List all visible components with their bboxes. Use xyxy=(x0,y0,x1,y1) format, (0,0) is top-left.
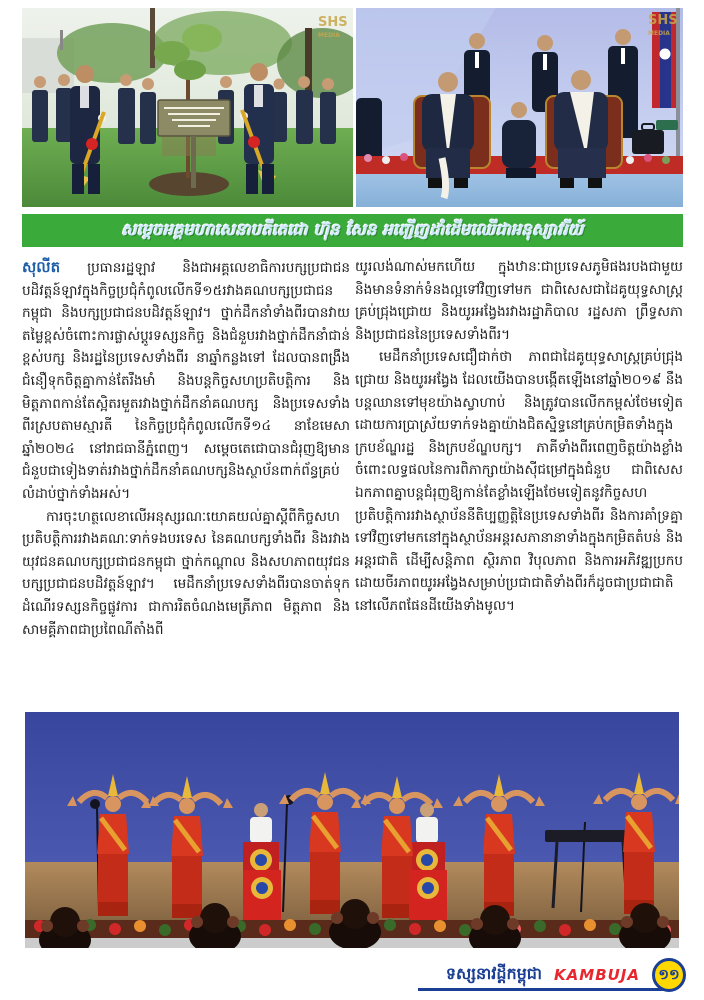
magazine-latin-name: KAMBUJA xyxy=(554,966,640,984)
caption-text: សម្តេចអគ្គមហាសេនាបតីតេជោ ហ៊ុន សែន អញ្ជើញដាំដើមឈើជាអនុស្សាវរីយ៍ xyxy=(121,219,584,239)
svg-text:MEDIA: MEDIA xyxy=(318,32,340,39)
svg-text:MEDIA: MEDIA xyxy=(648,30,670,37)
photo-caption-banner xyxy=(22,214,683,247)
paragraph: មេដឹកនាំប្រទេសជឿជាក់ថា ភាពជាដៃគូយុទ្ធសាស្ត្រគ្រប់ជ្រុងជ្រោយ និងយូរអង្វែង ដែលយើងបានបង្កើតឡើងនៅឆ្នាំ២០១៩ នឹងបន្តឈានទៅមុខយ៉ាងស្វាហាប់ និងត្រូវបានលើកកម្ពស់ថែមទៀតដោយការប្រាស្រ័យទាក់ទងគ្នាយ៉ាងជិតស្និទ្ធនៅគ្រប់កម្រិតទាំងក្នុងក្របខ័ណ្ឌរដ្ឋ និងក្របខ័ណ្ឌបក្ស។ ភាគីទាំងពីរពេញចិត្តយ៉ាងខ្លាំង ចំពោះលទ្ធផលនៃការពិភាក្សាយ៉ាងស៊ីជម្រៅក្នុងជំនួប ជាពិសេសឯកភាពគ្នាបន្តជំរុញឱ្យកាន់តែខ្លាំងឡើងថែមទៀតនូវកិច្ចសហប្រតិបត្តិការរវាងស្ថាប័ននីតិប្បញ្ញត្តិនៃប្រទេសទាំងពីរ និងការគាំទ្រគ្នាទៅវិញទៅមកនៅក្នុងស្ថាប័នអន្តរសភានានាទាំងក្នុងកម្រិតតំបន់ និងអន្តរជាតិ ដើម្បីសន្តិភាព ស្ថិរភាព វិបុលភាព និងការអភិវឌ្ឍប្រកបដោយចីរភាពយូរអង្វែងសម្រាប់ប្រជាជាតិទាំងពីរក៏ដូចជាប្រជាជាតិនៅលើភពផែនដីយើងទាំងមូល។ xyxy=(355,349,683,614)
carpet xyxy=(356,174,683,207)
photo-tree-planting xyxy=(22,8,353,207)
dancers-illustration xyxy=(25,712,679,948)
photo-traditional-dancers xyxy=(25,712,679,948)
page-number-badge xyxy=(652,958,686,992)
article-column-right xyxy=(355,256,683,618)
lead-word: សុលីត xyxy=(22,258,61,276)
leaders-ceremony-illustration xyxy=(356,8,683,207)
magazine-title: ទស្សនាវដ្តីកម្ពុជា xyxy=(445,964,543,983)
svg-text:SHS: SHS xyxy=(318,15,348,30)
paragraph-text: ប្រធានរដ្ឋឡាវ និងជាអគ្គលេខាធិការបក្សប្រជាជនបដិវត្តន៍ឡាវក្នុងកិច្ចប្រជុំកំពូលលើកទី១៥រវាងគណបក្សប្រជាជនកម្ពុជា និងបក្សប្រជាជនបដិវត្តន៍ឡាវ។ ថ្នាក់ដឹកនាំទាំងពីរបានវាយតម្លៃខ្ពស់ចំពោះការផ្លាស់ប្តូរទស្សនកិច្ច និងជំនួបរវាងថ្នាក់ដឹកនាំជាន់ខ្ពស់បក្ស និងរដ្ឋនៃប្រទេសទាំងពីរ នាឆ្នាំកន្លងទៅ ដែលបានពង្រឹងជំនឿទុកចិត្តគ្នាកាន់តែរឹងមាំ និងបន្តកិច្ចសហប្រតិបត្តិការ និងមិត្តភាពកាន់តែស្អិតរមួតរវាងថ្នាក់ដឹកនាំគណបក្ស និងប្រទេសទាំងពីរស្របតាមស្មារតី នៃកិច្ចប្រជុំកំពូលលើកទី១៤ នាខែមេសា ឆ្នាំ២០២៤ នៅរាជធានីភ្នំពេញ។ សម្តេចតេជោបានជំរុញឱ្យមានជំនួបជាទៀងទាត់រវាងថ្នាក់ដឹកនាំគណបក្សនិងស្ថាប័នពាក់ព័ន្ធគ្រប់លំដាប់ថ្នាក់ទាំងអស់។ xyxy=(22,260,350,502)
page-number: ១១ xyxy=(658,966,680,983)
svg-text:SHS: SHS xyxy=(648,13,678,28)
paragraph: យូរលង់ណាស់មកហើយ ក្នុងឋានៈជាប្រទេសភូមិផងរបងជាមួយ និងមានទំនាក់ទំនងល្អទៅវិញទៅមក ជាពិសេសជាដៃគូយុទ្ធសាស្ត្រគ្រប់ជ្រុងជ្រោយ និងយូរអង្វែងរវាងរដ្ឋាភិបាល រដ្ឋសភា ព្រឹទ្ធសភា និងប្រជាជននៃប្រទេសទាំងពីរ។ xyxy=(355,259,683,343)
photo-leaders-ceremony xyxy=(356,8,683,207)
article-column-left xyxy=(22,256,350,641)
paragraph xyxy=(22,256,350,506)
tree-planting-illustration xyxy=(22,8,353,207)
paragraph: ការចុះហត្ថលេខាលើអនុស្សរណៈយោគយល់គ្នាស្តីពីកិច្ចសហប្រតិបត្តិការរវាងគណៈទាក់ទងបរទេស នៃគណបក្សទាំងពីរ និងរវាងយុវជនគណបក្សប្រជាជនកម្ពុជា ថ្នាក់កណ្តាល និងសហភាពយុវជនបក្សប្រជាជនបដិវត្តន៍ឡាវ។ មេដឹកនាំប្រទេសទាំងពីរបានចាត់ទុកដំណើរទស្សនកិច្ចផ្លូវការ ជាការរិតចំណងមេត្រីភាព មិត្តភាព និងសាមគ្គីភាពជាប្រពៃណីតាំងពី xyxy=(22,508,350,638)
page-footer xyxy=(0,952,704,1000)
